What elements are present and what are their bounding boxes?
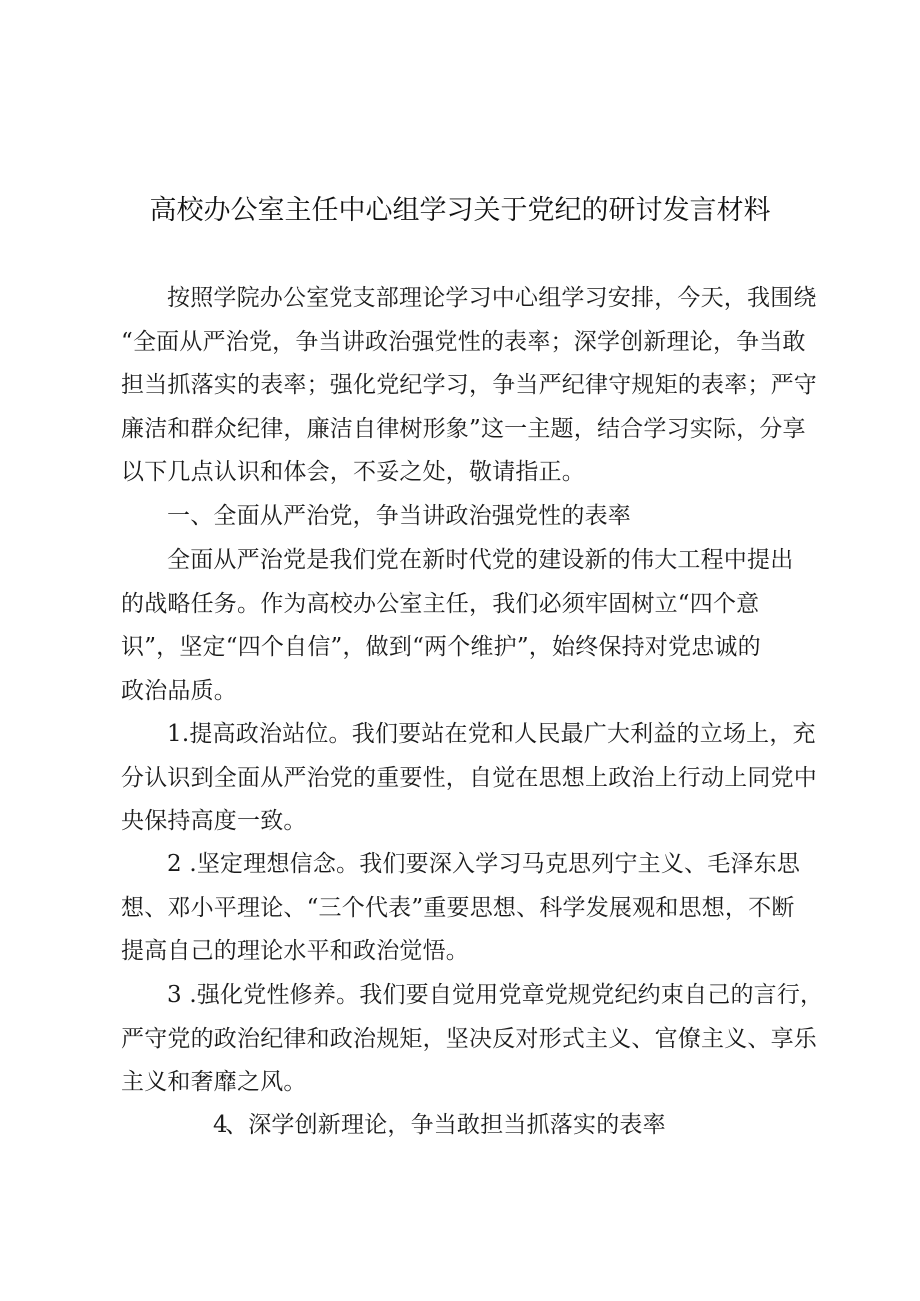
paragraph-line: 担当抓落实的表率；强化党纪学习，争当严纪律守规矩的表率；严守 (121, 372, 817, 398)
paragraph-line: “全面从严治党，争当讲政治强党性的表率；深学创新理论，争当敢 (121, 328, 806, 355)
paragraph-line: 主义和奢靡之风。 (121, 1069, 307, 1095)
paragraph-line: 3 .强化党性修养。我们要自觉用党章党规党纪约束自己的言行， (167, 982, 824, 1008)
document-title: 高校办公室主任中心组学习关于党纪的研讨发言材料 (149, 195, 771, 226)
paragraph-line: 按照学院办公室党支部理论学习中心组学习安排，今天，我围绕 (167, 285, 817, 311)
paragraph-line: 分认识到全面从严治党的重要性，自觉在思想上政治上行动上同党中 (121, 764, 817, 791)
item-number: 4 (213, 1112, 228, 1138)
paragraph-line: 2 .坚定理想信念。我们要深入学习马克思列宁主义、毛泽东思 (167, 851, 801, 877)
section-heading (121, 495, 811, 539)
paragraph-line: 以下几点认识和体会，不妥之处，敬请指正。 (121, 459, 585, 485)
paragraph-line: 廉洁和群众纪律，廉洁自律树形象”这一主题，结合学习实际，分享 (121, 415, 806, 442)
paragraph-line: 识”，坚定“四个自信”，做到“两个维护”，始终保持对党忠诚的 (121, 634, 761, 660)
intro-paragraph (121, 277, 817, 495)
paragraph-line (121, 1104, 811, 1148)
paragraph-line: 央保持高度一致。 (121, 808, 307, 834)
section-paragraph (121, 539, 811, 713)
paragraph-line: 想、邓小平理论、“三个代表”重要思想、科学发展观和思想，不断 (121, 894, 795, 921)
list-item (121, 713, 817, 844)
paragraph-line: 严守党的政治纪律和政治规矩，坚决反对形式主义、官僚主义、享乐 (121, 1025, 817, 1052)
item-text: 、深学创新理论，争当敢担当抓落实的表率 (225, 1112, 666, 1138)
paragraph-line: 全面从严治党是我们党在新时代党的建设新的伟大工程中提出 (167, 547, 794, 573)
paragraph-line: 的战略任务。作为高校办公室主任，我们必须牢固树立“四个意 (121, 590, 760, 617)
list-item (121, 974, 824, 1105)
list-item (121, 843, 811, 974)
paragraph-line: 提高自己的理论水平和政治觉悟。 (121, 938, 469, 964)
paragraph-line: 政治品质。 (121, 677, 237, 704)
list-item (121, 1104, 811, 1148)
section-heading-text: 一、全面从严治党，争当讲政治强党性的表率 (167, 503, 631, 529)
paragraph-line: 1.提高政治站位。我们要站在党和人民最广大利益的立场上，充 (167, 721, 816, 747)
